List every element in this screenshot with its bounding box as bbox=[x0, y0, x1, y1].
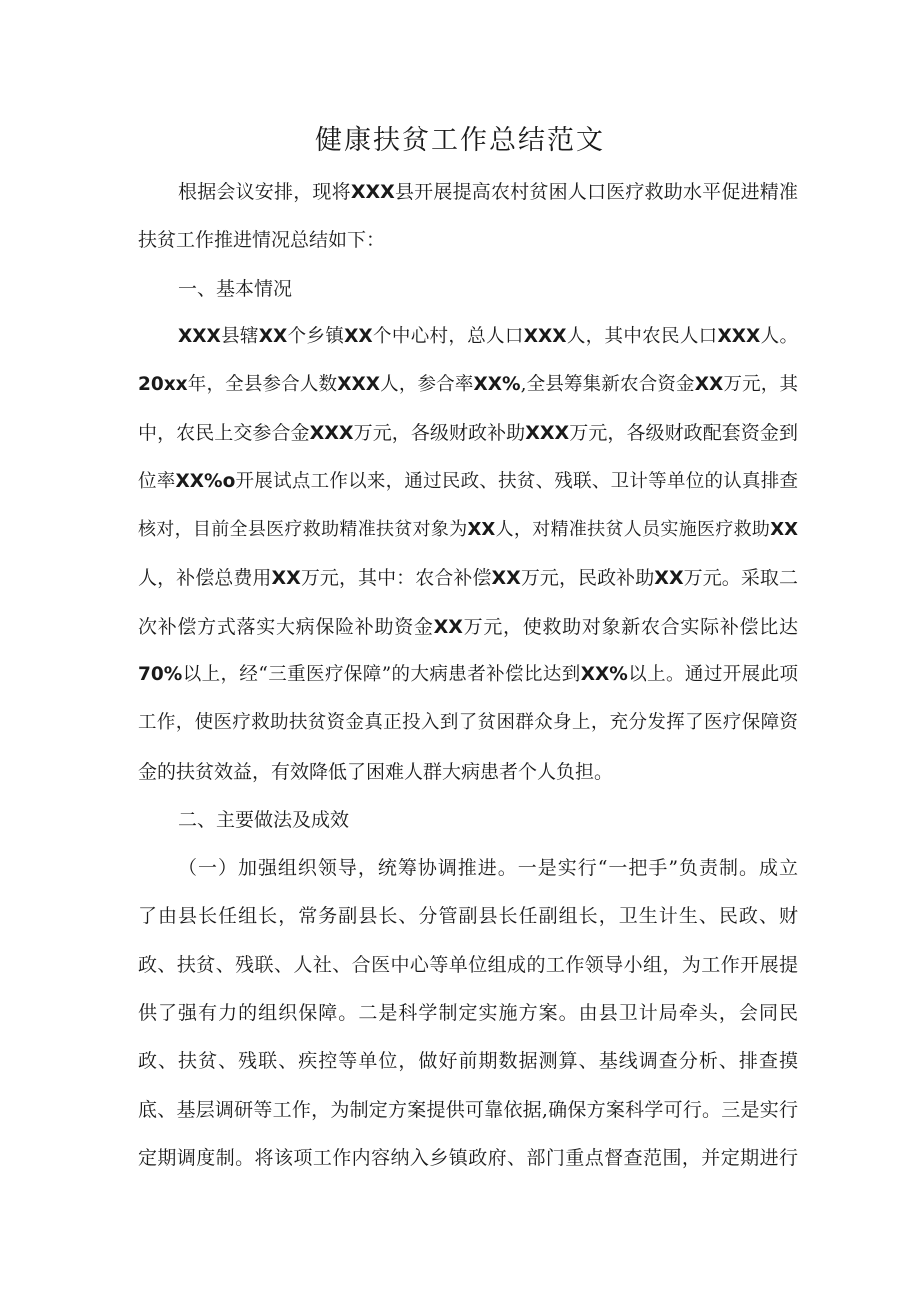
paragraph-line: 根据会议安排，现将XXX县开展提高农村贫困人口医疗救助水平促进精准 bbox=[178, 181, 798, 203]
paragraph-line: 位率XX%o开展试点工作以来，通过民政、扶贫、残联、卫计等单位的认真排查 bbox=[138, 470, 798, 492]
paragraph-line: 中，农民上交参合金XXX万元，各级财政补助XXX万元，各级财政配套资金到 bbox=[138, 422, 798, 445]
paragraph-line: 次补偿方式落实大病保险补助资金XX万元，使救助对象新农合实际补偿比达 bbox=[138, 615, 798, 638]
document-title: 健康扶贫工作总结范文 bbox=[315, 125, 605, 156]
paragraph-line: 金的扶贫效益，有效降低了困难人群大病患者个人负担。 bbox=[138, 760, 614, 783]
section-heading: 二、主要做法及成效 bbox=[178, 808, 350, 831]
paragraph-line: 核对，目前全县医疗救助精准扶贫对象为XX人，对精准扶贫人员实施医疗救助XX bbox=[138, 519, 799, 541]
paragraph-line: 扶贫工作推进情况总结如下： bbox=[138, 229, 386, 252]
paragraph-line: 70%以上，经“三重医疗保障”的大病患者补偿比达到XX%以上。通过开展此项 bbox=[138, 663, 798, 685]
paragraph-line: 工作，使医疗救助扶贫资金真正投入到了贫困群众身上，充分发挥了医疗保障资 bbox=[138, 712, 798, 734]
paragraph-line: 政、扶贫、残联、人社、合医中心等单位组成的工作领导小组，为工作开展提 bbox=[138, 953, 798, 976]
paragraph-line: 政、扶贫、残联、疾控等单位，做好前期数据测算、基线调查分析、排查摸 bbox=[138, 1050, 798, 1073]
paragraph-line: 了由县长任组长，常务副县长、分管副县长任副组长，卫生计生、民政、财 bbox=[138, 905, 798, 928]
paragraph-line: 底、基层调研等工作，为制定方案提供可靠依据,确保方案科学可行。三是实行 bbox=[138, 1098, 798, 1121]
paragraph-line: XXX县辖XX个乡镇XX个中心村，总人口XXX人，其中农民人口XXX人。 bbox=[178, 325, 798, 347]
section-heading: 一、基本情况 bbox=[178, 277, 293, 300]
paragraph-line: 供了强有力的组织保障。二是科学制定实施方案。由县卫计局牵头，会同民 bbox=[138, 1002, 798, 1025]
paragraph-line: （一）加强组织领导，统筹协调推进。一是实行“一把手”负责制。成立 bbox=[178, 857, 798, 880]
paragraph-line: 人，补偿总费用XX万元，其中：农合补偿XX万元，民政补助XX万元。采取二 bbox=[138, 567, 798, 590]
document-body bbox=[138, 172, 798, 1186]
paragraph-line: 定期调度制。将该项工作内容纳入乡镇政府、部门重点督查范围，并定期进行 bbox=[138, 1146, 798, 1169]
paragraph-line: 20xx年，全县参合人数XXX人，参合率XX%,全县筹集新农合资金XX万元，其 bbox=[138, 374, 798, 396]
